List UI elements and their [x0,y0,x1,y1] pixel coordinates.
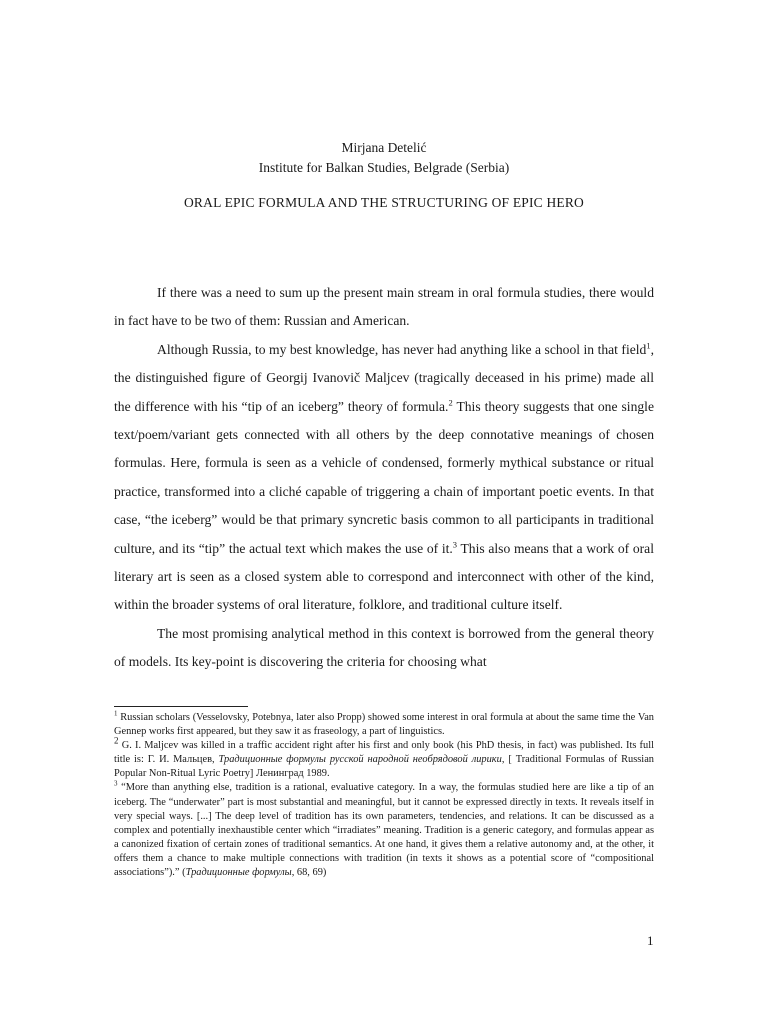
footnote-3-mark: 3 [114,780,118,788]
footnote-2-text-a: G. I. Maljcev was killed in a traffic accident right after his first and only book (his PhD thesis, in fact) was published. Its full title is: Г. И. Мальцев, [114,740,654,766]
footnote-1-mark: 1 [114,709,118,718]
page-number: 1 [647,933,654,948]
footnote-2 [114,735,655,781]
author-affiliation: Institute for Balkan Studies, Belgrade (Serbia) [258,160,510,175]
footnote-ref-2: 2 [448,397,453,408]
footnotes [114,711,654,880]
body-text [114,279,654,677]
author-name: Mirjana Detelić [341,140,427,155]
footnote-3-text-a: “More than anything else, tradition is a rational, evaluative category. In a way, the formulas studied here are like a tip of an iceberg. The “underwater” part is most substantial and meaningful, but it cannot be expressed directly in texts. It reveals itself in very special ways. [...] The deep level of tradition has its own parameters, tendencies, and relations. It can be discussed as a complex and potentially inexhaustible center which “irradiates” meaning. Tradition is a generic category, and formulas appear as a canonized fixation of certain zones of traditional semantics. At one hand, it gives them a relative autonomy and, at the other, it offers them a chance to make multiple connections with tradition (in texts it shows as a potential score of “compositional associations”).” ( [114,782,654,879]
paragraph-2-part-a: Although Russia, to my best knowledge, has never had anything like a school in that field [157,341,647,357]
paragraph-3: The most promising analytical method in this context is borrowed from the general theory of models. Its key-point is discovering the criteria for choosing what [114,625,654,670]
footnote-1 [114,711,654,739]
footnote-3-book-title: Традиционные формулы [185,867,292,879]
footnote-3 [114,781,654,880]
paragraph-2-part-b: , the distinguished figure of Georgij Ivanovič Maljcev (tragically deceased in his prime) made all the difference with his “tip of an iceberg” theory of formula. [114,341,654,414]
footnote-separator [114,706,248,707]
paragraph-2 [114,336,654,620]
footnote-ref-1: 1 [646,340,651,351]
paragraph-1: If there was a need to sum up the present main stream in oral formula studies, there would in fact have to be two of them: Russian and American. [114,285,654,329]
footnote-1-text: Russian scholars (Vesselovsky, Potebnya, later also Propp) showed some interest in oral formula at about the same time the Van Gennep works first appeared, but they saw it as fraseology, a part of linguistics. [114,712,654,738]
footnote-2-mark: 2 [114,735,119,746]
paragraph-2-part-d: This also means that a work of oral literary art is seen as a closed system able to correspond and interconnect with other of the kind, within the broader systems of oral literature, folklore, and traditional culture itself. [114,540,654,613]
footnote-ref-3: 3 [452,539,458,550]
paper-title: ORAL EPIC FORMULA AND THE STRUCTURING OF EPIC HERO [183,195,585,210]
footnote-2-book-title: Традиционные формулы русской народной необрядовой лирики [218,754,502,766]
paragraph-2-part-c: This theory suggests that one single text/poem/variant gets connected with all others by the deep connotative meanings of chosen formulas. Here, formula is seen as a vehicle of condensed, formerly mythical substance or ritual practice, transformed into a cliché capable of triggering a chain of important poetic events. In that case, “the iceberg” would be that primary syncretic basis common to all participants in traditional culture, and its “tip” the actual text which makes the use of it. [114,398,654,556]
footnote-2-text-b: , [ Traditional Formulas of Russian Popular Non-Ritual Lyric Poetry] Ленинград 1989. [114,754,655,780]
footnote-3-text-b: , 68, 69) [291,867,327,879]
